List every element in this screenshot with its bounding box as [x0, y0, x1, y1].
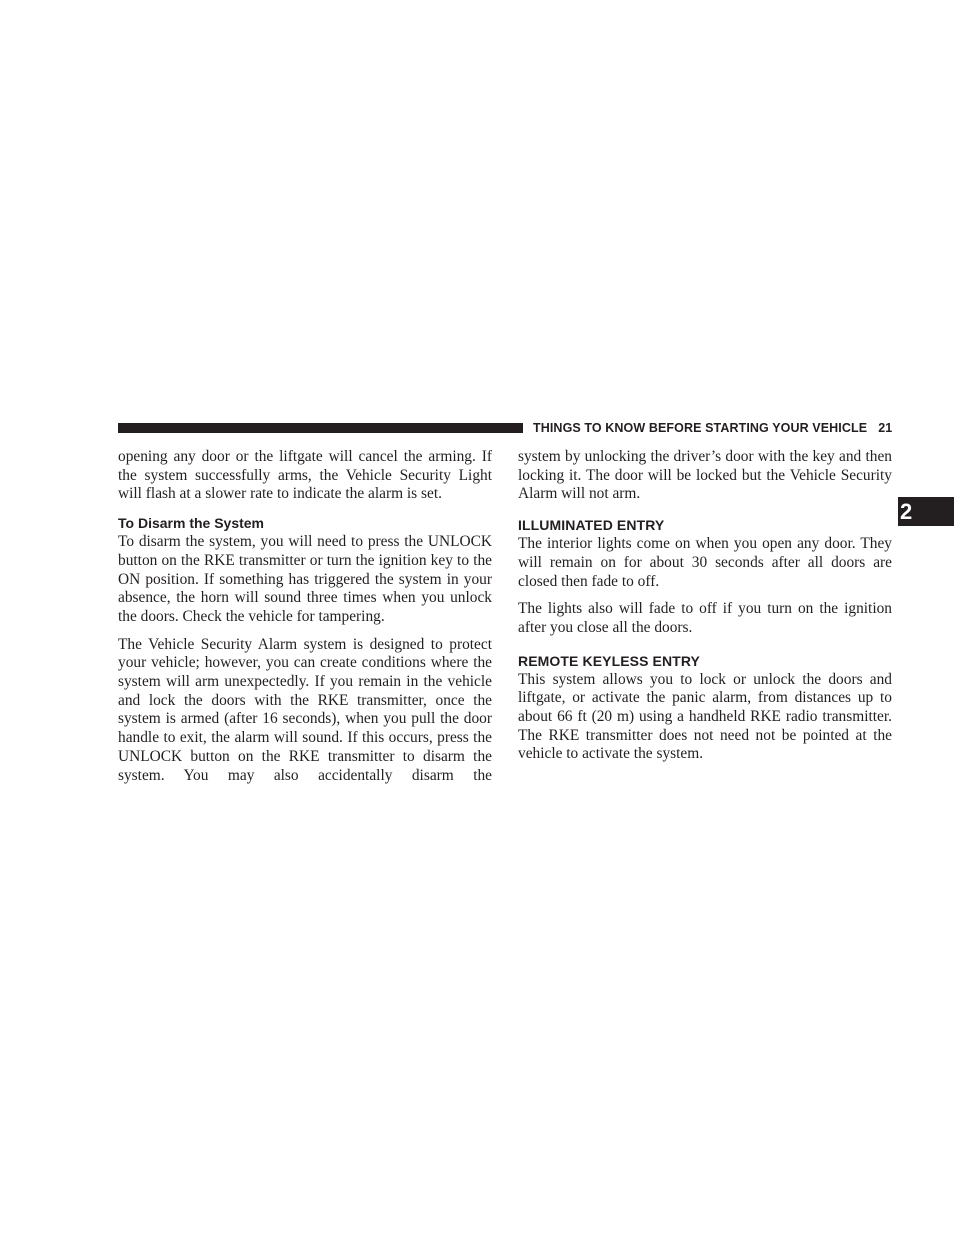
illuminated-paragraph-1: The interior lights come on when you open any door. They will remain on for about 30 seconds after all doors are closed then fade to off. — [518, 535, 892, 590]
intro-paragraph: opening any door or the liftgate will cancel the arming. If the system successfully arms, the Vehicle Security Light will flash at a slower rate to indicate the alarm is set. — [118, 448, 492, 503]
remote-keyless-entry-heading: REMOTE KEYLESS ENTRY — [518, 652, 700, 669]
illuminated-entry-heading: ILLUMINATED ENTRY — [518, 517, 665, 534]
illuminated-paragraph-2: The lights also will fade to off if you turn on the ignition after you close all the doors. — [518, 600, 892, 636]
header-rule — [118, 423, 523, 433]
disarm-paragraph: To disarm the system, you will need to press the UNLOCK button on the RKE transmitter or turn the ignition key to the ON position. If something has triggered the system in your absence, the horn will sound three times when you unlock the doors. Check the vehicle for tampering. — [118, 533, 492, 625]
disarm-heading: To Disarm the System — [118, 515, 265, 532]
chapter-tab: 2 — [898, 497, 954, 526]
right-column — [518, 448, 892, 764]
left-column — [118, 448, 492, 785]
page-number: 21 — [878, 421, 893, 435]
alarm-paragraph: The Vehicle Security Alarm system is designed to protect your vehicle; however, you can create conditions where the system will arm unexpectedly. If you remain in the vehicle and lock the doors with the RKE transmitter, once the system is armed (after 16 seconds), when you pull the door handle to exit, the alarm will sound. If this occurs, press the UNLOCK button on the RKE transmitter to disarm the system. You may also accidentally disarm the — [118, 635, 492, 784]
section-title: THINGS TO KNOW BEFORE STARTING YOUR VEHICLE — [533, 421, 868, 435]
running-header — [533, 420, 892, 436]
rke-paragraph: This system allows you to lock or unlock the doors and liftgate, or activate the panic alarm, from distances up to about 66 ft (20 m) using a handheld RKE radio transmitter. The RKE transmitter does not need not be pointed at the vehicle to activate the system. — [518, 670, 892, 763]
continued-paragraph: system by unlocking the driver’s door with the key and then locking it. The door will be locked but the Vehicle Security Alarm will not arm. — [518, 448, 892, 503]
